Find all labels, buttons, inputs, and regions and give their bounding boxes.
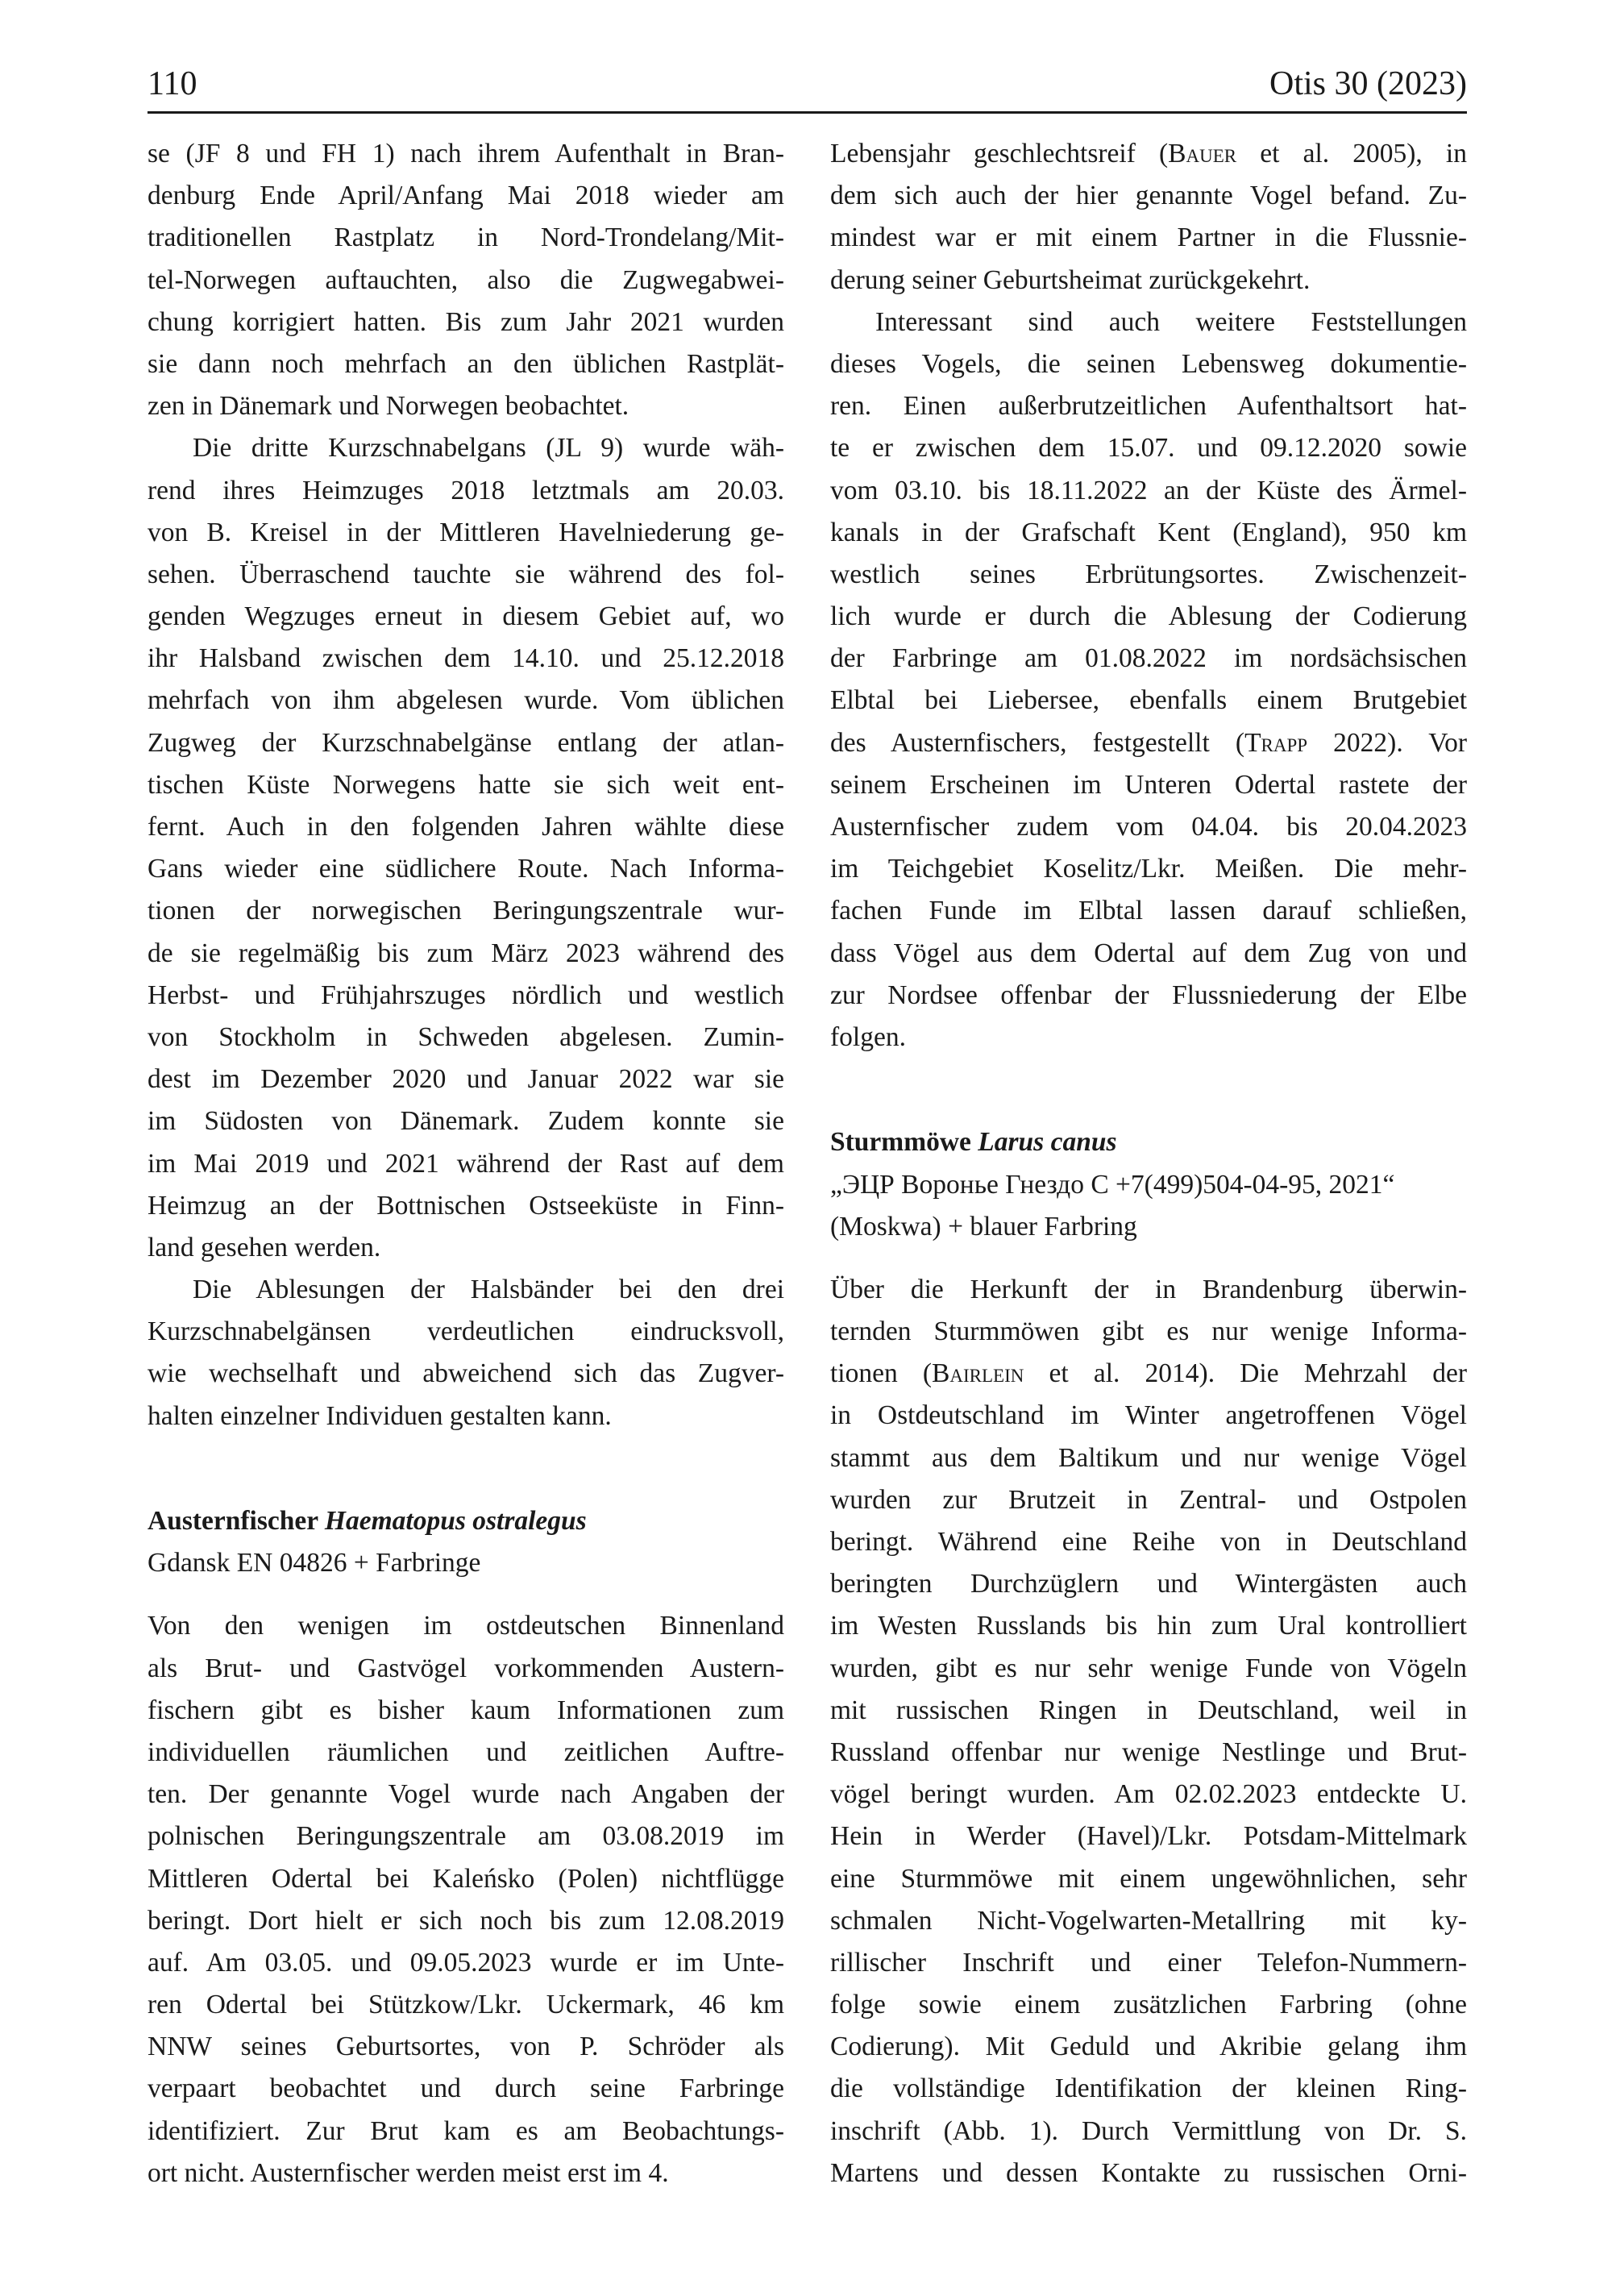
text-line: beringt. Während eine Reihe von in Deutschland: [830, 1527, 1467, 1557]
citation-author: Bauer: [1168, 139, 1237, 168]
text-line: beringt. Dort hielt er sich noch bis zum 12.08.2019: [147, 1905, 784, 1936]
text-line: rillischer Inschrift und einer Telefon-Nummern-: [830, 1947, 1467, 1978]
text-line: mit russischen Ringen in Deutschland, weil in: [830, 1695, 1467, 1725]
citation-author: Bairlein: [932, 1358, 1024, 1389]
text-line: [830, 1353, 1467, 1395]
text-line: vögel beringt wurden. Am 02.02.2023 entdeckte U.: [830, 1779, 1467, 1810]
text-lines: [830, 302, 1467, 722]
text-line: inschrift (Abb. 1). Durch Vermittlung von Dr. S.: [830, 2115, 1467, 2146]
spacer: [830, 1059, 1467, 1100]
text-line: wurden, gibt es nur sehr wenige Funde von Vögeln: [830, 1653, 1467, 1683]
text-line: sehen. Überraschend tauchte sie während des fol-: [147, 559, 784, 589]
paragraph: [147, 1269, 784, 1437]
paragraph: [147, 133, 784, 427]
text-line: ihr Halsband zwischen dem 14.10. und 25.12.2018: [147, 643, 784, 674]
citation-author: Trapp: [1244, 727, 1308, 758]
text-line: land gesehen werden.: [147, 1232, 381, 1262]
text-line: dieses Vogels, die seinen Lebensweg dokumentie-: [830, 348, 1467, 379]
text-line: stammt aus dem Baltikum und nur wenige Vögel: [830, 1442, 1467, 1473]
spacer: [830, 1248, 1467, 1269]
text-line: Die dritte Kurzschnabelgans (JL 9) wurde wäh-: [193, 433, 784, 464]
text-lines: [830, 1395, 1467, 2194]
text-line: ren Odertal bei Stützkow/Lkr. Uckermark, 46 km: [147, 1990, 784, 2020]
spacer: [147, 1479, 784, 1500]
text-line: fischern gibt es bisher kaum Informationen zum: [147, 1695, 784, 1725]
text-fragment: Lebensjahr geschlechtsreif (: [830, 139, 1169, 168]
common-name: Sturmmöwe: [830, 1127, 971, 1158]
text-line: im Westen Russlands bis hin zum Ural kontrolliert: [830, 1611, 1467, 1641]
text-line: de sie regelmäßig bis zum März 2023 während des: [147, 938, 784, 968]
paragraph: [830, 302, 1467, 1059]
text-line: ten. Der genannte Vogel wurde nach Angaben der: [147, 1779, 784, 1810]
text-line: mindest war er mit einem Partner in die Flussnie-: [830, 223, 1467, 253]
text-line: Zugweg der Kurzschnabelgänse entlang der atlan-: [147, 727, 784, 758]
text-line: beringten Durchzüglern und Wintergästen auch: [830, 1569, 1467, 1599]
text-line: folge sowie einem zusätzlichen Farbring (ohne: [830, 1990, 1467, 2020]
text-line: se (JF 8 und FH 1) nach ihrem Aufenthalt in Bran-: [147, 139, 784, 168]
species-title: [830, 1121, 1467, 1163]
text-line: chung korrigiert hatten. Bis zum Jahr 2021 wurden: [147, 306, 784, 337]
text-line: dest im Dezember 2020 und Januar 2022 war sie: [147, 1064, 784, 1095]
text-line: dass Vögel aus dem Odertal auf dem Zug von und: [830, 938, 1467, 968]
species-heading-austernfischer: [147, 1500, 784, 1584]
text-line: lich wurde er durch die Ablesung der Codierung: [830, 601, 1467, 632]
scientific-name: Haematopus ostralegus: [324, 1506, 587, 1536]
spacer: [147, 1584, 784, 1605]
text-line: zen in Dänemark und Norwegen beobachtet.: [147, 391, 629, 422]
page-number: 110: [147, 65, 197, 102]
text-line: traditionellen Rastplatz in Nord-Trondelang/Mit-: [147, 223, 784, 253]
text-line: vom 03.10. bis 18.11.2022 an der Küste des Ärmel-: [830, 475, 1467, 505]
text-line: sie dann noch mehrfach an den üblichen Rastplät-: [147, 348, 784, 379]
text-line: im Teichgebiet Koselitz/Lkr. Meißen. Die mehr-: [830, 854, 1467, 884]
text-line: wurden zur Brutzeit in Zentral- und Ostpolen: [830, 1484, 1467, 1515]
paragraph: [830, 133, 1467, 302]
ring-info: „ЭЦР Воронье Гнездо С +7(499)504-04-95, 2021“: [830, 1169, 1395, 1200]
species-title: [147, 1500, 784, 1542]
text-line: Austernfischer zudem vom 04.04. bis 20.04.2023: [830, 812, 1467, 842]
text-line: von Stockholm in Schweden abgelesen. Zumin-: [147, 1021, 784, 1052]
text-line: im Mai 2019 und 2021 während der Rast auf dem: [147, 1148, 784, 1179]
paragraph: [147, 427, 784, 1269]
page-header: [147, 63, 1467, 114]
text-line: Heimzug an der Bottnischen Ostseeküste in Finn-: [147, 1190, 784, 1221]
text-line: te er zwischen dem 15.07. und 09.12.2020 sowie: [830, 433, 1467, 464]
text-line: genden Wegzuges erneut in diesem Gebiet auf, wo: [147, 601, 784, 632]
text-fragment: tionen (: [830, 1358, 933, 1389]
paragraph: [830, 1269, 1467, 2194]
text-line: denburg Ende April/Anfang Mai 2018 wieder am: [147, 181, 784, 211]
text-line: Kurzschnabelgänsen verdeutlichen eindrucksvoll,: [147, 1316, 784, 1347]
text-line: Interessant sind auch weitere Feststellungen: [875, 306, 1467, 337]
text-fragment: et al. 2005), in: [1236, 139, 1467, 168]
ring-info: (Moskwa) + blauer Farbring: [830, 1211, 1137, 1242]
text-line: individuellen räumlichen und zeitlichen Auftre-: [147, 1737, 784, 1767]
text-line: NNW seines Geburtsortes, von P. Schröder als: [147, 2032, 784, 2062]
text-line: tionen der norwegischen Beringungszentrale wur-: [147, 896, 784, 926]
species-heading-sturmmoewe: [830, 1121, 1467, 1248]
text-line: kanals in der Grafschaft Kent (England), 950 km: [830, 517, 1467, 547]
text-line: tischen Küste Norwegens hatte sie sich weit ent-: [147, 769, 784, 800]
text-line: ren. Einen außerbrutzeitlichen Aufenthaltsort hat-: [830, 391, 1467, 422]
text-line: derung seiner Geburtsheimat zurückgekehrt.: [830, 264, 1311, 295]
text-fragment: 2022). Vor: [1307, 727, 1467, 758]
text-line: ternden Sturmmöwen gibt es nur wenige Informa-: [830, 1316, 1467, 1347]
text-line: Die Ablesungen der Halsbänder bei den drei: [193, 1275, 784, 1305]
text-line: mehrfach von ihm abgelesen wurde. Vom üblichen: [147, 685, 784, 716]
text-line: rend ihres Heimzuges 2018 letztmals am 20.03.: [147, 475, 784, 505]
text-line: westlich seines Erbrütungsortes. Zwischenzeit-: [830, 559, 1467, 589]
text-line: die vollständige Identifikation der kleinen Ring-: [830, 2073, 1467, 2104]
text-line: Martens und dessen Kontakte zu russischen Orni-: [830, 2157, 1467, 2188]
text-lines: [830, 175, 1467, 302]
text-line: fernt. Auch in den folgenden Jahren wählte diese: [147, 812, 784, 842]
paragraph: [147, 1605, 784, 2194]
text-line: im Südosten von Dänemark. Zudem konnte sie: [147, 1106, 784, 1137]
text-line: Hein in Werder (Havel)/Lkr. Potsdam-Mittelmark: [830, 1821, 1467, 1852]
text-line: fachen Funde im Elbtal lassen darauf schließen,: [830, 896, 1467, 926]
text-line: Codierung). Mit Geduld und Akribie gelang ihm: [830, 2032, 1467, 2062]
text-line: Mittleren Odertal bei Kaleńsko (Polen) nichtflügge: [147, 1863, 784, 1894]
text-line: Herbst- und Frühjahrszuges nördlich und westlich: [147, 980, 784, 1010]
text-line: folgen.: [830, 1021, 906, 1052]
text-line: identifiziert. Zur Brut kam es am Beobachtungs-: [147, 2115, 784, 2146]
spacer: [830, 1100, 1467, 1121]
spacer: [147, 1437, 784, 1479]
text-line: verpaart beobachtet und durch seine Farbringe: [147, 2073, 784, 2104]
text-line: auf. Am 03.05. und 09.05.2023 wurde er im Unte-: [147, 1947, 784, 1978]
ring-info: Gdansk EN 04826 + Farbringe: [147, 1548, 481, 1578]
right-column: [830, 133, 1467, 2194]
text-line: ort nicht. Austernfischer werden meist erst im 4.: [147, 2157, 669, 2188]
text-line: dem sich auch der hier genannte Vogel befand. Zu-: [830, 181, 1467, 211]
journal-citation: Otis 30 (2023): [1269, 65, 1467, 102]
text-line: [830, 133, 1467, 175]
text-line: Gans wieder eine südlichere Route. Nach Informa-: [147, 854, 784, 884]
text-line: [830, 722, 1467, 764]
text-line: der Farbringe am 01.08.2022 im nordsächsischen: [830, 643, 1467, 674]
text-line: polnischen Beringungszentrale am 03.08.2019 im: [147, 1821, 784, 1852]
text-line: halten einzelner Individuen gestalten kann.: [147, 1400, 612, 1431]
text-line: tel-Norwegen auftauchten, also die Zugwegabwei-: [147, 264, 784, 295]
header-rule: [147, 111, 1467, 114]
common-name: Austernfischer: [147, 1506, 318, 1536]
text-fragment: et al. 2014). Die Mehrzahl der: [1024, 1358, 1468, 1389]
scientific-name: Larus canus: [978, 1127, 1117, 1158]
left-column: [147, 133, 784, 2194]
text-line: als Brut- und Gastvögel vorkommenden Austern-: [147, 1653, 784, 1683]
text-line: Russland offenbar nur wenige Nestlinge und Brut-: [830, 1737, 1467, 1767]
text-line: seinem Erscheinen im Unteren Odertal rastete der: [830, 769, 1467, 800]
text-line: wie wechselhaft und abweichend sich das Zugver-: [147, 1358, 784, 1389]
text-line: zur Nordsee offenbar der Flussniederung der Elbe: [830, 980, 1467, 1010]
text-line: von B. Kreisel in der Mittleren Havelniederung ge-: [147, 517, 784, 547]
text-lines: [830, 764, 1467, 1059]
text-line: in Ostdeutschland im Winter angetroffenen Vögel: [830, 1400, 1467, 1431]
text-fragment: des Austernfischers, festgestellt (: [830, 727, 1245, 758]
text-line: Elbtal bei Liebersee, ebenfalls einem Brutgebiet: [830, 685, 1467, 716]
text-line: Von den wenigen im ostdeutschen Binnenland: [147, 1611, 784, 1641]
text-line: eine Sturmmöwe mit einem ungewöhnlichen, sehr: [830, 1863, 1467, 1894]
text-line: schmalen Nicht-Vogelwarten-Metallring mit ky-: [830, 1905, 1467, 1936]
text-line: Über die Herkunft der in Brandenburg überwin-: [830, 1274, 1467, 1304]
